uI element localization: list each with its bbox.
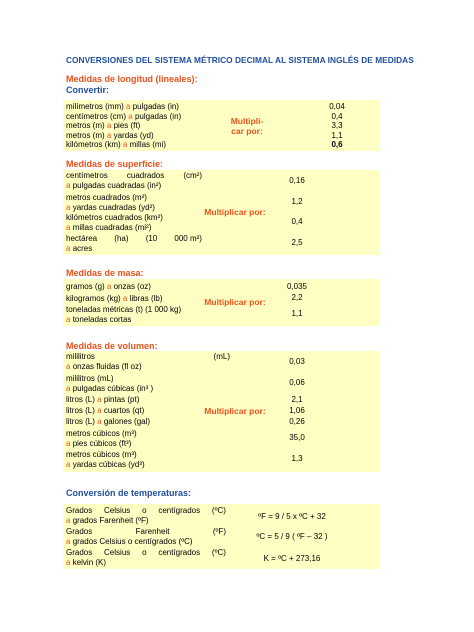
section-heading-mass: Medidas de masa: bbox=[66, 268, 144, 278]
temperature-formula: K = ºC + 273,16 bbox=[263, 554, 321, 563]
surface-row: hectárea (ha) (10 000 m²) a acres bbox=[66, 234, 202, 253]
length-multiply-label: Multipli- car por: bbox=[230, 116, 264, 136]
temperature-row: Grados Celsius o centígrados (ºC) a grados Farenheit (ºF) bbox=[66, 506, 226, 525]
section-heading-surface: Medidas de superficie: bbox=[66, 159, 164, 169]
surface-value: 0,4 bbox=[291, 217, 303, 226]
volume-multiply-label: Multiplicar por: bbox=[204, 406, 266, 416]
volume-value: 35,0 bbox=[289, 433, 305, 442]
surface-row: kilómetros cuadrados (km²) a millas cuadradas (mi²) bbox=[66, 213, 163, 232]
volume-value: 0,03 bbox=[289, 357, 305, 366]
volume-row: litros (L) a pintas (pt) bbox=[66, 395, 140, 404]
volume-row: litros (L) a galones (gal) bbox=[66, 417, 151, 426]
length-value: 3,3 bbox=[331, 121, 343, 130]
mass-row: toneladas métricas (t) (1 000 kg) a toneladas cortas bbox=[66, 305, 182, 324]
length-value: 1,1 bbox=[331, 130, 343, 140]
length-row: metros (m) a pies (ft) bbox=[66, 121, 141, 130]
section-heading-temperature: Conversión de temperaturas: bbox=[66, 488, 192, 498]
section-heading-length: Medidas de longitud (lineales): bbox=[66, 74, 198, 84]
mass-row: gramos (g) a onzas (oz) bbox=[66, 282, 151, 291]
volume-value: 2,1 bbox=[291, 395, 303, 404]
length-row: milímetros (mm) a pulgadas (in) bbox=[66, 102, 179, 111]
surface-row: metros cuadrados (m²) a yardas cuadradas (yd²) bbox=[66, 193, 155, 212]
volume-value: 0,06 bbox=[289, 378, 305, 387]
length-row: metros (m) a yardas (yd) bbox=[66, 130, 154, 140]
mass-value: 1,1 bbox=[291, 309, 303, 318]
volume-row: litros (L) a cuartos (qt) bbox=[66, 406, 145, 415]
volume-value: 1,3 bbox=[291, 454, 303, 463]
temperature-row: Grados Celsius o centígrados (ºC) a kelvin (K) bbox=[66, 548, 226, 567]
length-row: centímetros (cm) a pulgadas (in) bbox=[66, 111, 182, 121]
volume-row: mililitros (mL) a onzas fluidas (fl oz) bbox=[66, 352, 230, 371]
volume-row: metros cúbicos (m³) a pies cúbicos (ft³) bbox=[66, 429, 137, 448]
volume-value: 1,06 bbox=[289, 406, 305, 415]
volume-value: 0,26 bbox=[289, 417, 305, 426]
temperature-formula: ºF = 9 / 5 x ºC + 32 bbox=[258, 512, 326, 521]
length-value: 0,04 bbox=[329, 102, 345, 111]
section-subheading-convert: Convertir: bbox=[66, 85, 110, 95]
surface-row: centímetros cuadrados (cm²) a pulgadas cuadradas (in²) bbox=[66, 171, 202, 190]
length-value: 0,4 bbox=[331, 111, 343, 121]
temperature-formula: ºC = 5 / 9 ( ºF – 32 ) bbox=[256, 532, 328, 541]
surface-value: 1,2 bbox=[291, 197, 303, 206]
volume-row: metros cúbicos (m³) a yardas cúbicas (yd³) bbox=[66, 450, 145, 469]
surface-multiply-label: Multiplicar por: bbox=[204, 207, 266, 217]
temperature-row: Grados Farenheit (ºF) a grados Celsius o centígrados (ºC) bbox=[66, 527, 226, 546]
mass-value: 2,2 bbox=[291, 293, 303, 302]
mass-value: 0,035 bbox=[286, 282, 308, 291]
section-heading-volume: Medidas de volumen: bbox=[66, 341, 158, 351]
length-row: kilómetros (km) a millas (mi) bbox=[66, 140, 167, 149]
volume-row: mililitros (mL) a pulgadas cúbicas (in³ ) bbox=[66, 374, 154, 393]
mass-row: kilogramos (kg) a libras (lb) bbox=[66, 294, 163, 303]
document-title: CONVERSIONES DEL SISTEMA MÉTRICO DECIMAL AL SISTEMA INGLÉS DE MEDIDAS bbox=[66, 55, 414, 65]
mass-multiply-label: Multiplicar por: bbox=[204, 297, 266, 307]
surface-value: 2,5 bbox=[291, 238, 303, 247]
length-value: 0,6 bbox=[331, 140, 343, 149]
surface-value: 0,16 bbox=[289, 176, 305, 185]
